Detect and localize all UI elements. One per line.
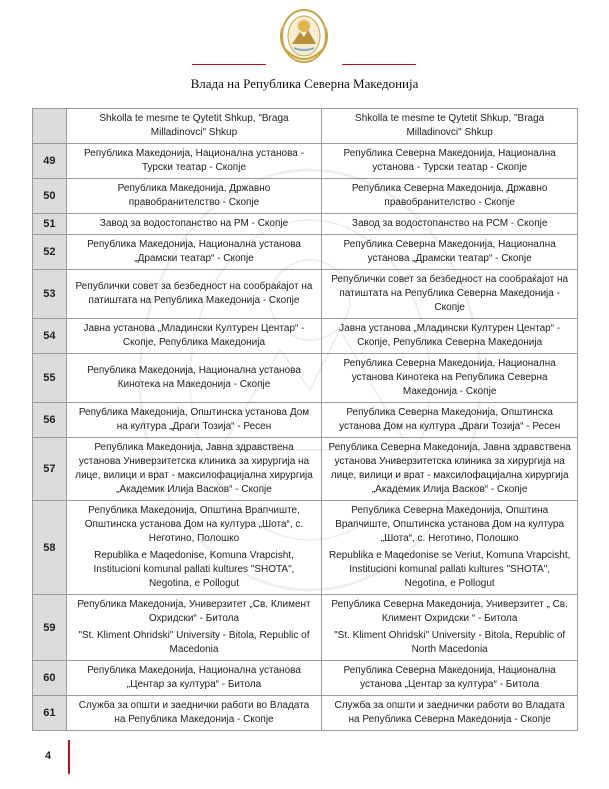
old-name-cell — [66, 144, 322, 179]
old-name-cell — [66, 319, 322, 354]
cell-text: Република Северна Македонија, Национална установа „Центар за култура“ - Битола — [343, 665, 556, 690]
old-name-cell — [66, 214, 322, 235]
row-number: 52 — [33, 235, 67, 270]
cell-text: Shkolla te mesme te Qytetit Shkup, "Braga Milladinovci" Shkup — [99, 113, 289, 138]
cell-text: Јавна установа „Младински Културен Центар“ - Скопје, Република Македонија — [83, 323, 305, 348]
old-name-cell — [66, 354, 322, 403]
old-name-cell — [66, 438, 322, 501]
cell-text: Служба за општи и заеднички работи во Владата на Република Македонија - Скопје — [78, 700, 310, 725]
cell-text: Република Македонија, Државно правобранителство - Скопје — [117, 183, 271, 208]
old-name-cell — [66, 661, 322, 696]
cell-text: Република Македонија, Национална установа „Центар за култура“ - Битола — [87, 665, 301, 690]
cell-text: Република Северна Македонија, Јавна здравствена установа Универзитетска клиника за хирургија на лице, вилици и врат - максилофацијална хирургија „Академик Илија Васков“ - Скопје — [328, 442, 571, 495]
new-name-cell — [322, 144, 578, 179]
old-name-cell — [66, 109, 322, 144]
footer-divider — [68, 740, 70, 774]
row-number: 59 — [33, 595, 67, 661]
row-number: 54 — [33, 319, 67, 354]
table-row — [33, 696, 578, 731]
cell-text: Завод за водостопанство на РСМ - Скопје — [351, 218, 548, 229]
cell-text: Republika e Maqedonise se Veriut, Komuna Vrapcisht, Institucioni komunal pallati kultures "SHOTA", Negotina, e Pollogut — [328, 550, 571, 589]
header-divider-right — [342, 64, 416, 65]
row-number: 55 — [33, 354, 67, 403]
table-row — [33, 403, 578, 438]
cell-text: Служба за општи и заеднички работи во Владата на Република Северна Македонија - Скопје — [334, 700, 565, 725]
cell-text: Република Северна Македонија, Државно правобранителство - Скопје — [351, 183, 548, 208]
cell-text: Република Северна Македонија, Национална установа Кинотека на Република Северна Македонија - Скопје — [343, 358, 556, 397]
old-name-cell — [66, 235, 322, 270]
row-number: 49 — [33, 144, 67, 179]
new-name-cell — [322, 235, 578, 270]
cell-text: Република Македонија, Национална установа - Турски театар - Скопје — [84, 148, 304, 173]
old-name-cell — [66, 501, 322, 595]
new-name-cell — [322, 595, 578, 661]
table-row — [33, 109, 578, 144]
cell-text: Република Северна Македонија, Општинска установа Дом на култура „Драги Тозија“ - Ресен — [339, 407, 561, 432]
government-title: Влада на Република Северна Македонија — [190, 76, 419, 91]
new-name-cell — [322, 661, 578, 696]
header-divider-left — [192, 64, 266, 65]
new-name-cell — [322, 270, 578, 319]
institutions-table — [32, 108, 578, 731]
new-name-cell — [322, 696, 578, 731]
table-row — [33, 235, 578, 270]
new-name-cell — [322, 501, 578, 595]
cell-text: Република Македонија, Јавна здравствена установа Универзитетска клиника за хирургија на лице, вилици и врат - максилофацијална хирургија „Академик Илија Васков“ - Скопје — [75, 442, 313, 495]
old-name-cell — [66, 403, 322, 438]
cell-text: Република Македонија, Национална установа Кинотека на Македонија - Скопје — [87, 365, 301, 390]
row-number — [33, 109, 67, 144]
cell-text: Република Македонија, Општина Врапчиште, Општинска установа Дом на култура „Шота“, с. Неготино, Полошко — [84, 505, 304, 544]
table-row — [33, 661, 578, 696]
table-row — [33, 319, 578, 354]
row-number: 57 — [33, 438, 67, 501]
cell-text: Републички совет за безбедност на сообраќајот на патиштата на Република Северна Македонија - Скопје — [331, 274, 569, 313]
cell-text: Јавна установа „Младински Културен Центар“ - Скопје, Република Северна Македонија — [339, 323, 561, 348]
cell-text: Shkolla te mesme te Qytetit Shkup, "Braga Milladinovci" Shkup — [355, 113, 545, 138]
row-number: 60 — [33, 661, 67, 696]
cell-text: Република Македонија, Универзитет „Св. Климент Охридски“ - Битола — [77, 599, 311, 624]
new-name-cell — [322, 354, 578, 403]
table-row — [33, 501, 578, 595]
new-name-cell — [322, 438, 578, 501]
cell-text: Република Македонија, Општинска установа Дом на култура „Драги Тозија“ - Ресен — [78, 407, 310, 432]
cell-text: "St. Kliment Ohridski" University - Bitola, Republic of North Macedonia — [334, 630, 566, 655]
cell-text: Република Северна Македонија, Општина Врапчиште, Општинска установа Дом на култура „Шота“, с. Неготино, Полошко — [335, 505, 565, 544]
new-name-cell — [322, 214, 578, 235]
cell-text: Република Северна Македонија, Национална установа - Турски театар - Скопје — [343, 148, 556, 173]
row-number: 61 — [33, 696, 67, 731]
table-row — [33, 214, 578, 235]
cell-text: Република Македонија, Национална установа „Драмски театар“ - Скопје — [87, 239, 301, 264]
cell-text: Република Северна Македонија, Универзитет „ Св. Климент Охридски “ - Битола — [331, 599, 568, 624]
cell-text: Републички совет за безбедност на сообраќајот на патиштата на Република Македонија - Скопје — [75, 281, 313, 306]
row-number: 53 — [33, 270, 67, 319]
table-row — [33, 270, 578, 319]
cell-text: "St. Kliment Ohridski" University - Bitola, Republic of Macedonia — [78, 630, 310, 655]
table-row — [33, 179, 578, 214]
table-row — [33, 144, 578, 179]
new-name-cell — [322, 319, 578, 354]
old-name-cell — [66, 595, 322, 661]
new-name-cell — [322, 179, 578, 214]
old-name-cell — [66, 179, 322, 214]
coat-of-arms-emblem — [276, 6, 332, 68]
old-name-cell — [66, 696, 322, 731]
old-name-cell — [66, 270, 322, 319]
row-number: 56 — [33, 403, 67, 438]
table-row — [33, 595, 578, 661]
new-name-cell — [322, 403, 578, 438]
table-row — [33, 354, 578, 403]
cell-text: Republika e Maqedonise, Komuna Vrapcisht, Institucioni komunal pallati kultures "SHOTA", Negotina, e Pollogut — [93, 550, 295, 589]
cell-text: Завод за водостопанство на РМ - Скопје — [99, 218, 289, 229]
row-number: 50 — [33, 179, 67, 214]
new-name-cell — [322, 109, 578, 144]
table-row — [33, 438, 578, 501]
cell-text: Република Северна Македонија, Национална установа „Драмски театар“ - Скопје — [343, 239, 556, 264]
row-number: 58 — [33, 501, 67, 595]
row-number: 51 — [33, 214, 67, 235]
page-number: 4 — [45, 750, 52, 762]
